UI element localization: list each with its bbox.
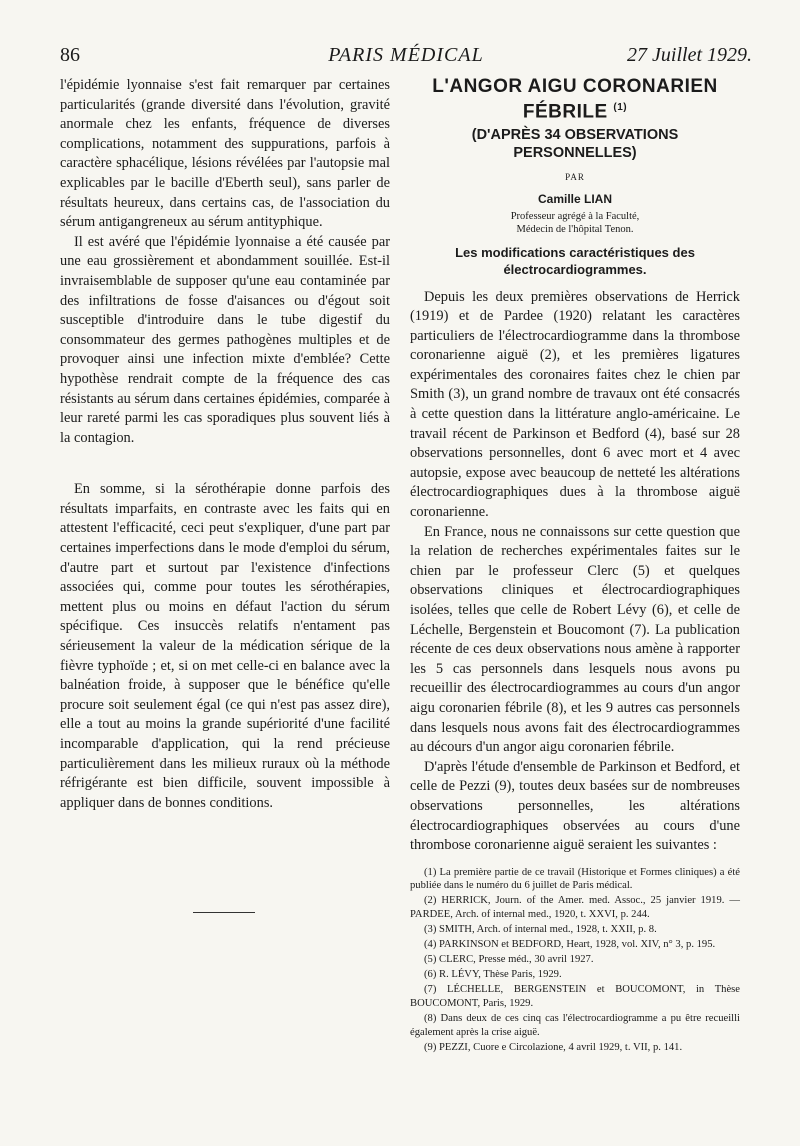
- column-end-rule: [193, 912, 255, 913]
- footnote: (2) HERRICK, Journ. of the Amer. med. Assoc., 25 janvier 1919. — PARDEE, Arch. of internal med., 1920, t. XXVI, p. 244.: [410, 895, 740, 921]
- by-label: PAR: [565, 172, 585, 183]
- left-column: [60, 76, 390, 813]
- footnote: (9) PEZZI, Cuore e Circolazione, 4 avril 1929, t. VII, p. 141.: [424, 1041, 683, 1053]
- footnotes: [410, 866, 740, 1055]
- article-title: [410, 76, 740, 122]
- footnote: (4) PARKINSON et BEDFORD, Heart, 1928, vol. XIV, n° 3, p. 195.: [424, 939, 716, 951]
- journal-title: PARIS MÉDICAL: [328, 44, 484, 66]
- footnote: (8) Dans deux de ces cinq cas l'électrocardiogramme a pu être recueilli également après la crise aiguë.: [410, 1013, 740, 1038]
- right-column: [410, 76, 740, 1056]
- section-title-line: électrocardiogrammes.: [503, 261, 647, 277]
- article-title-line: FÉBRILE: [522, 101, 608, 123]
- issue-date: 27 Juillet 1929.: [627, 44, 752, 66]
- affiliation-line: Professeur agrégé à la Faculté,: [510, 210, 640, 222]
- page-header: [60, 44, 752, 74]
- footnote: (1) La première partie de ce travail (Historique et Formes cliniques) a été publiée dans le numéro du 6 juillet de Paris médical.: [410, 866, 740, 892]
- section-title-line: Les modifications caractéristiques des: [455, 244, 695, 260]
- author-affiliation: [410, 210, 740, 236]
- affiliation-line: Médecin de l'hôpital Tenon.: [516, 223, 634, 235]
- article-paragraph: Depuis les deux premières observations de Herrick (1919) et de Pardee (1920) relatant les caractères particuliers de l'électrocardiogramme dans la thrombose coronarienne aiguë (2), et les premières ligatures expérimentales des coronaires faites chez le chien par Smith (3), un grand nombre de travaux ont été consacrés à cette question dans la littérature anglo-américaine. Le travail récent de Parkinson et Bedford (4), basé sur 28 observations personnelles, dont 6 avec mort et 4 avec autopsie, expose avec beaucoup de netteté les altérations électrocardiographiques dues à la thrombose aiguë coronarienne.: [410, 288, 740, 521]
- left-paragraph: Il est avéré que l'épidémie lyonnaise a été causée par une eau grossièrement et abondamment souillée. Est-il invraisemblable de supposer qu'une eau contaminée par des infiltrations de fosse d'aisances ou d'égout soit susceptible d'introduire dans le tube digestif du consommateur des germes pathogènes multiples et de provoquer ainsi une infection mixte d'emblée? Cette hypothèse rendrait compte de la fréquence des cas résistants au sérum dans certaines épidémies, comparée à leur rareté parmi les cas sporadiques plus souvent liés à la contagion.: [60, 233, 390, 446]
- footnote: (5) CLERC, Presse méd., 30 avril 1927.: [424, 954, 594, 966]
- page-number: 86: [60, 44, 80, 66]
- footnote: (3) SMITH, Arch. of internal med., 1928, t. XXII, p. 8.: [424, 924, 657, 936]
- title-footnote-marker: (1): [613, 102, 628, 113]
- article-subtitle: [410, 126, 740, 162]
- left-paragraph: En somme, si la sérothérapie donne parfois des résultats imparfaits, en contraste avec les faits qui en attestent l'efficacité, ceci peut s'expliquer, d'une part par certaines imperfections dans le mode d'emploi du sérum, d'autre part et surtout par l'existence d'infections associées qui, comme pour toutes les sérothérapies, mettent plus ou moins en défaut l'action du sérum spécifique. Ces insuccès relatifs n'entament pas sérieusement la valeur de la médication sérique de la fièvre typhoïde ; et, si on met celle-ci en balance avec la balnéation froide, à supposer que le bénéfice qu'elle procure soit seulement égal (ce qui n'est pas assez dire), elle a tout au moins la grande supériorité d'une facilité incomparable d'application, qui la rend précieuse particulièrement dans les milieux ruraux où la méthode réfrigérante est bien difficile, souvent impossible à appliquer dans de bonnes conditions.: [60, 481, 390, 811]
- footnote: (7) LÉCHELLE, BERGENSTEIN et BOUCOMONT, in Thèse BOUCOMONT, Paris, 1929.: [410, 984, 740, 1010]
- author-name: Camille LIAN: [537, 191, 612, 206]
- article-paragraph: En France, nous ne connaissons sur cette question que la relation de recherches expérimentales faites sur le chien par le professeur Clerc (5) et quelques observations cliniques et électrocardiographiques isolées, telles que celle de Robert Lévy (6), et celle de Léchelle, Bergenstein et Boucomont (7). La publication récente de ces deux observations nous amène à rapporter les 5 cas personnels dans lesquels nous avons pu recueillir des électrocardiogrammes au cours d'un angor aigu coronarien fébrile (8), et les 9 autres cas personnels dans lesquels nous avons fait des électrocardiogrammes au décours d'un angor aigu coronarien fébrile.: [410, 523, 740, 756]
- article-subtitle-line: (D'APRÈS 34 OBSERVATIONS: [471, 127, 679, 144]
- left-paragraph: l'épidémie lyonnaise s'est fait remarquer par certaines particularités (grande diversité dans l'évolution, gravité anormale chez les enfants, fréquence de diverses complications, notamment des suppurations, parfois à caractère sphacélique, lésions révélées par l'autopsie mal explicables par le bacille d'Eberth seul), sans parler de résultats heureux, dans certains cas, de l'association du sérum antigangreneux au sérum antityphique.: [60, 77, 390, 231]
- article-subtitle-line: PERSONNELLES): [513, 145, 637, 162]
- article-paragraph: D'après l'étude d'ensemble de Parkinson et Bedford, et celle de Pezzi (9), toutes deux basées sur de nombreuses observations personnelles, les altérations électrocardiographiques observées au cours d'une thrombose coronarienne aiguë seraient les suivantes :: [410, 758, 740, 854]
- footnote: (6) R. LÉVY, Thèse Paris, 1929.: [424, 969, 562, 981]
- section-title: [410, 244, 740, 278]
- article-title-line: L'ANGOR AIGU CORONARIEN: [432, 76, 718, 97]
